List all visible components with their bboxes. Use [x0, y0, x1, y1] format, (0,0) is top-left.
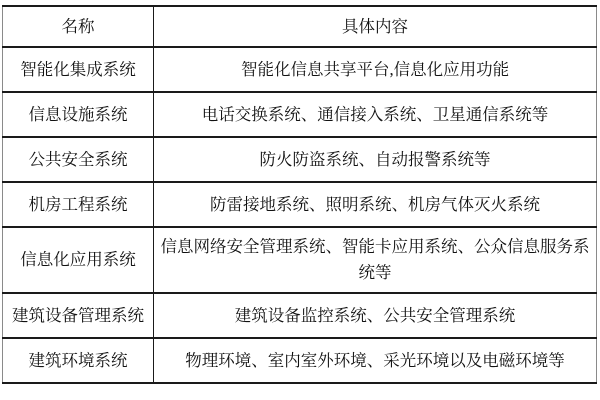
cell-system-name: 建筑环境系统	[3, 338, 154, 383]
table-row	[3, 92, 597, 137]
cell-system-content: 防雷接地系统、照明系统、机房气体灭火系统	[154, 182, 597, 227]
cell-system-content: 建筑设备监控系统、公共安全管理系统	[154, 293, 597, 338]
cell-system-content: 信息网络安全管理系统、智能卡应用系统、公众信息服务系统等	[154, 227, 597, 293]
table-header-row	[3, 6, 597, 47]
systems-table	[2, 5, 597, 384]
cell-system-name: 机房工程系统	[3, 182, 154, 227]
cell-system-content: 防火防盗系统、自动报警系统等	[154, 137, 597, 182]
table-row	[3, 182, 597, 227]
table-row	[3, 338, 597, 383]
cell-system-content: 电话交换系统、通信接入系统、卫星通信系统等	[154, 92, 597, 137]
cell-system-content: 智能化信息共享平台,信息化应用功能	[154, 47, 597, 92]
cell-system-name: 信息化应用系统	[3, 227, 154, 293]
table-row	[3, 137, 597, 182]
header-cell-content: 具体内容	[154, 6, 597, 47]
cell-system-name: 建筑设备管理系统	[3, 293, 154, 338]
table-row	[3, 293, 597, 338]
header-cell-name: 名称	[3, 6, 154, 47]
cell-system-name: 信息设施系统	[3, 92, 154, 137]
cell-system-name: 公共安全系统	[3, 137, 154, 182]
cell-system-content: 物理环境、室内室外环境、采光环境以及电磁环境等	[154, 338, 597, 383]
cell-system-name: 智能化集成系统	[3, 47, 154, 92]
table-row	[3, 227, 597, 293]
table-row	[3, 47, 597, 92]
